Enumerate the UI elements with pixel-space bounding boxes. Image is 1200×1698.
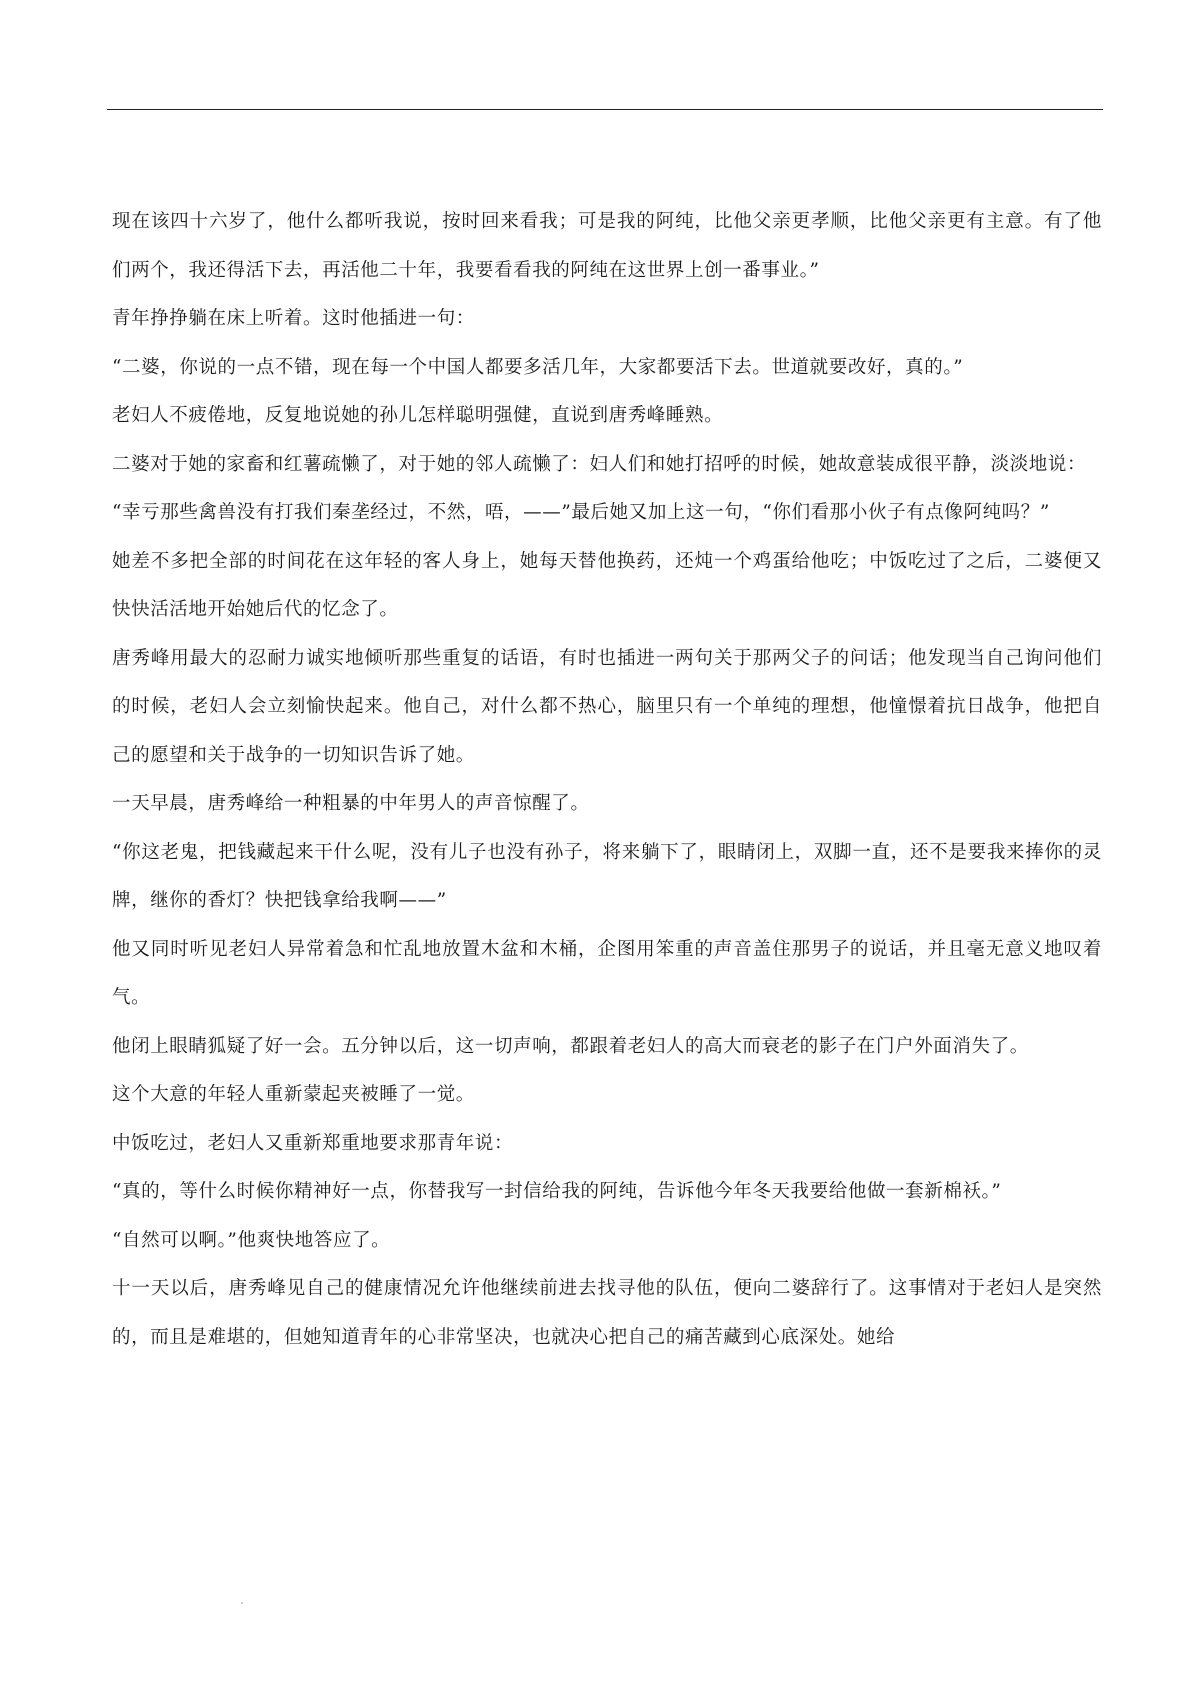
header-rule <box>107 109 1103 110</box>
paragraph: 老妇人不疲倦地，反复地说她的孙儿怎样聪明强健，直说到唐秀峰睡熟。 <box>112 405 724 426</box>
paragraph: “真的，等什么时候你精神好一点，你替我写一封信给我的阿纯，告诉他今年冬天我要给他做一套新棉袄。” <box>112 1181 1002 1202</box>
paragraph: 中饭吃过，老妇人又重新郑重地要求那青年说： <box>112 1132 514 1154</box>
paragraph: “自然可以啊。”他爽快地答应了。 <box>112 1229 391 1251</box>
paragraph: 现在该四十六岁了，他什么都听我说，按时回来看我；可是我的阿纯，比他父亲更孝顺，比他父亲更有主意。有了他们两个，我还得活下去，再活他二十年，我要看看我的阿纯在这世界上创一番事业。” <box>112 211 1102 281</box>
paragraph: 她差不多把全部的时间花在这年轻的客人身上，她每天替他换药，还炖一个鸡蛋给他吃；中饭吃过了之后，二婆便又快快活活地开始她后代的忆念了。 <box>112 550 1102 620</box>
paragraph: 他又同时听见老妇人异常着急和忙乱地放置木盆和木桶，企图用笨重的声音盖住那男子的说话，并且毫无意义地叹着气。 <box>112 938 1102 1008</box>
paragraph: 这个大意的年轻人重新蒙起夹被睡了一觉。 <box>112 1084 475 1105</box>
paragraph: 青年挣挣躺在床上听着。这时他插进一句： <box>112 308 475 329</box>
paragraph: 唐秀峰用最大的忍耐力诚实地倾听那些重复的话语，有时也插进一两句关于那两父子的问话；他发现当自己询问他们的时候，老妇人会立刻愉快起来。他自己，对什么都不热心，脑里只有一个单纯的理想，他憧憬着抗日战争，他把自己的愿望和关于战争的一切知识告诉了她。 <box>112 647 1102 766</box>
paragraph: 十一天以后，唐秀峰见自己的健康情况允许他继续前进去找寻他的队伍，便向二婆辞行了。这事情对于老妇人是突然的，而且是难堪的，但她知道青年的心非常坚决，也就决心把自己的痛苦藏到心底深处。她给 <box>112 1278 1102 1348</box>
paragraph: “你这老鬼，把钱藏起来干什么呢，没有儿子也没有孙子，将来躺下了，眼睛闭上，双脚一直，还不是要我来捧你的灵牌，继你的香灯？快把钱拿给我啊——” <box>112 841 1102 911</box>
paragraph: “幸亏那些禽兽没有打我们秦垄经过，不然，唔，——”最后她又加上这一句，“你们看那小伙子有点像阿纯吗？” <box>112 502 1050 523</box>
scan-speck <box>241 1602 243 1604</box>
body-text <box>112 198 1102 1362</box>
paragraph: 一天早晨，唐秀峰给一种粗暴的中年男人的声音惊醒了。 <box>112 793 590 814</box>
paragraph: “二婆，你说的一点不错，现在每一个中国人都要多活几年，大家都要活下去。世道就要改好，真的。” <box>112 356 964 378</box>
paragraph: 二婆对于她的家畜和红薯疏懒了，对于她的邻人疏懒了：妇人们和她打招呼的时候，她故意装成很平静，淡淡地说： <box>112 453 1087 475</box>
paragraph: 他闭上眼睛狐疑了好一会。五分钟以后，这一切声响，都跟着老妇人的高大而衰老的影子在门户外面消失了。 <box>112 1035 1029 1057</box>
